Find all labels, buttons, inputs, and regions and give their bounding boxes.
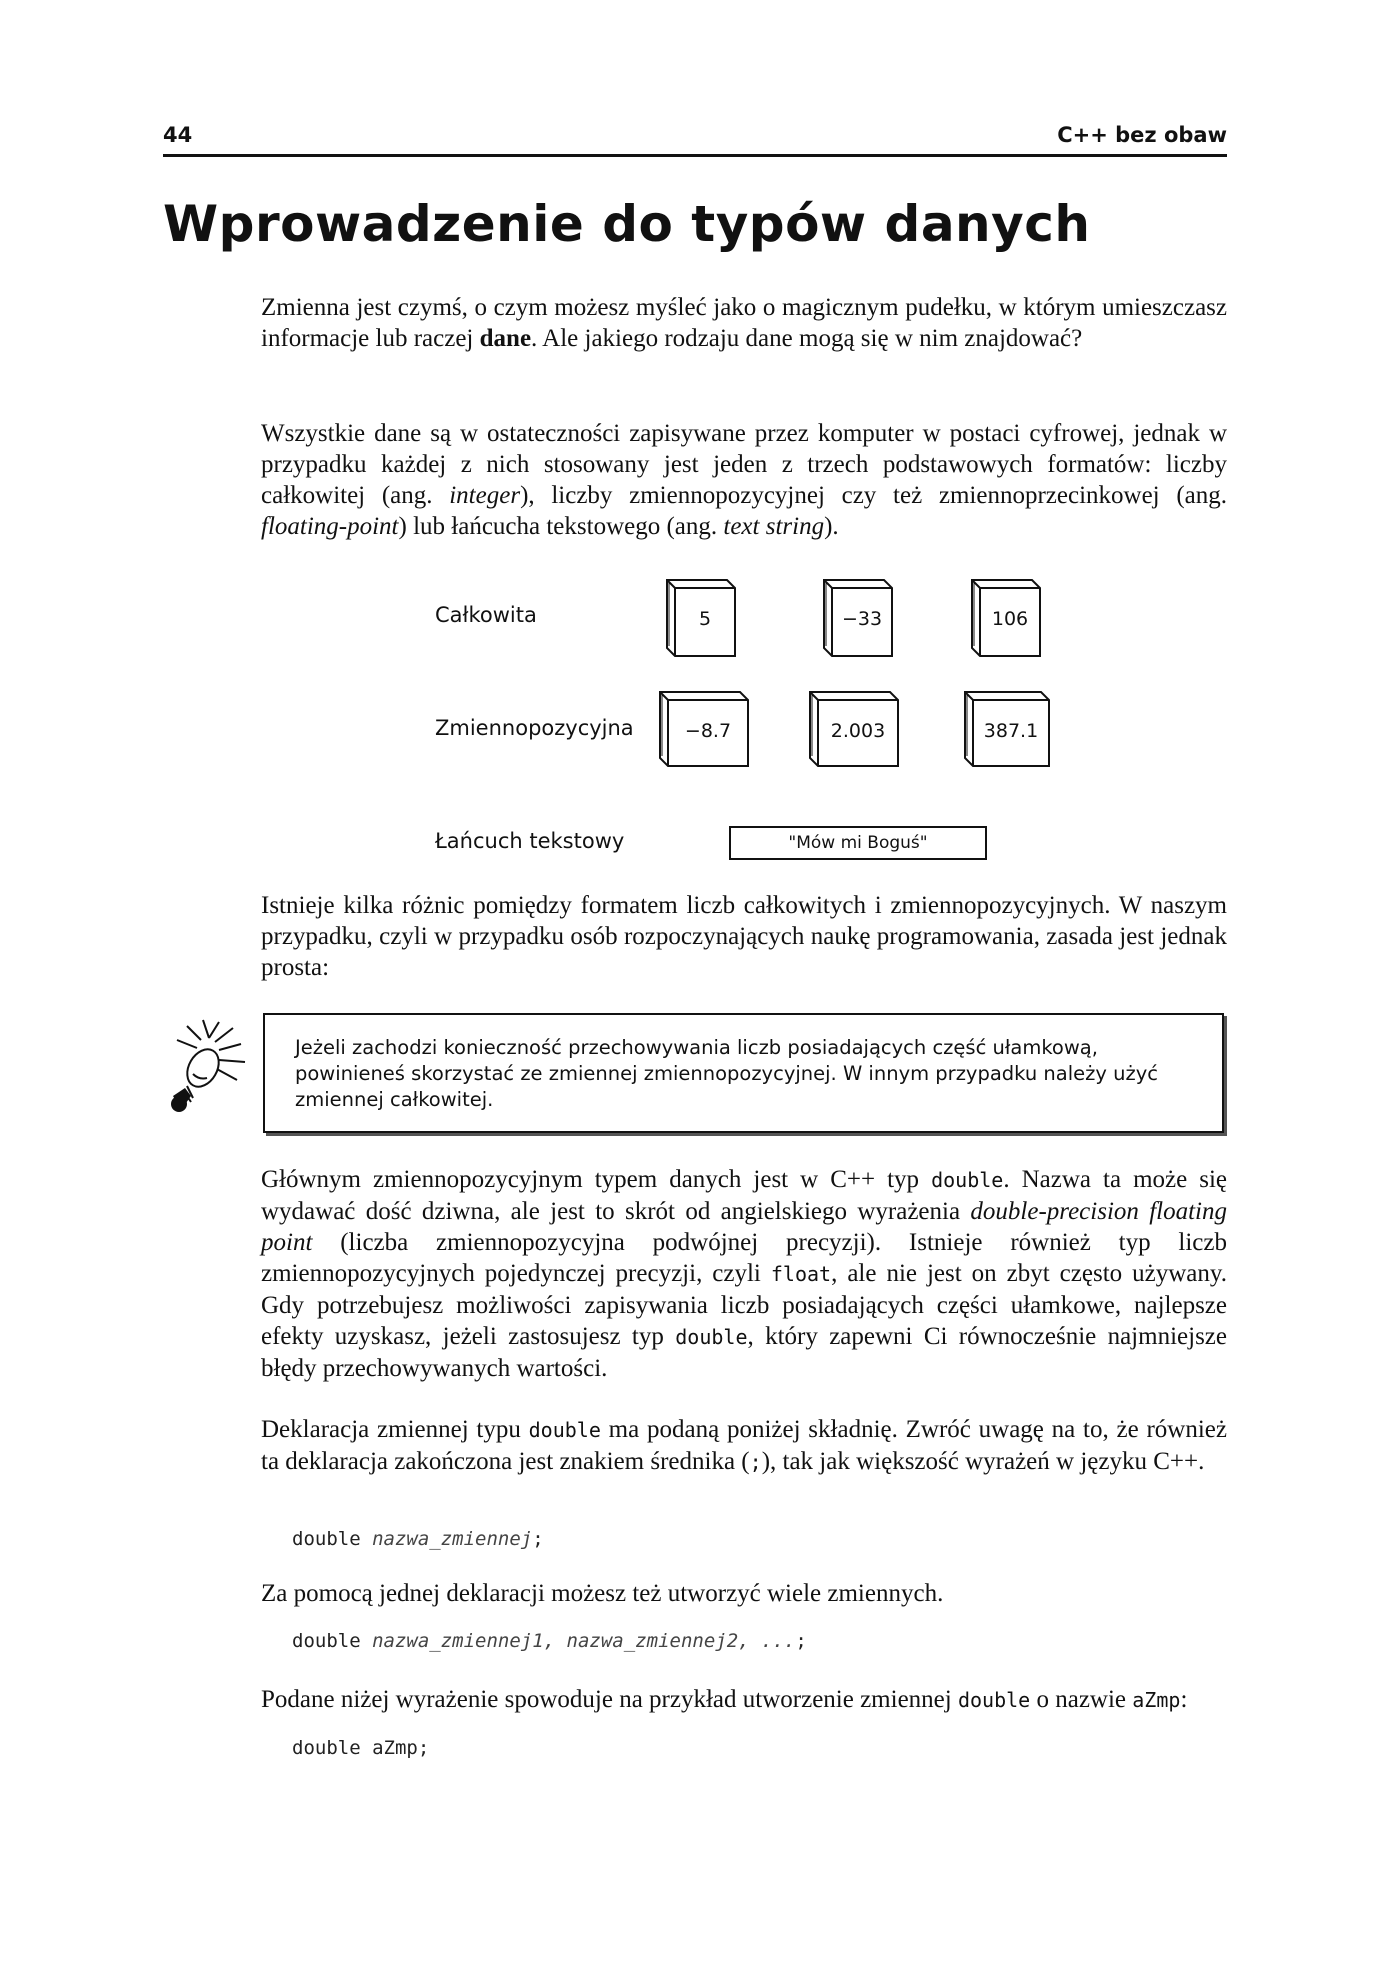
string-value: "Mów mi Boguś" [788,833,928,853]
tip-box [263,1013,1224,1133]
box-value: 387.1 [983,720,1039,742]
box-value: −33 [841,608,883,630]
code-syntax-single: double nazwa_zmiennej; [292,1528,544,1550]
code-example: double aZmp; [292,1737,430,1759]
value-box [962,578,1042,658]
book-title: C++ bez obaw [1057,123,1227,147]
box-value: 5 [698,608,712,630]
paragraph-intro: Zmienna jest czymś, o czym możesz myśleć jako o magicznym pudełku, w którym umieszczasz informacje lub raczej dane. Ale jakiego rodzaju dane mogą się w nim znajdować? [261,294,1227,352]
paragraph-multiple: Za pomocą jednej deklaracji możesz też utworzyć wiele zmiennych. [261,1580,944,1607]
paragraph-formats: Wszystkie dane są w ostateczności zapisywane przez komputer w postaci cyfrowej, jednak w przypadku każdej z nich stosowany jest jeden z trzech podstawowych formatów: liczby całkowitej (ang. integer), liczby zmiennopozycyjnej czy też zmiennoprzecinkowej (ang. floating-point) lub łańcucha tekstowego (ang. text string). [261,420,1227,540]
value-box [800,690,900,768]
chapter-title: Wprowadzenie do typów danych [163,195,1091,253]
paragraph-example: Podane niżej wyrażenie spowoduje na przykład utworzenie zmiennej double o nazwie aZmp: [261,1686,1188,1713]
string-box [729,826,987,860]
tip-text: Jeżeli zachodzi konieczność przechowywania liczb posiadających część ułamkową, powinieneś skorzystać ze zmiennej zmiennopozycyjnej. W innym przypadku należy użyć zmiennej całkowitej. [295,1036,1158,1111]
figure-label-string: Łańcuch tekstowy [435,829,625,853]
box-value: 2.003 [830,720,886,742]
value-box [814,578,894,658]
value-box [657,578,737,658]
box-value: −8.7 [684,720,732,742]
figure-label-float: Zmiennopozycyjna [435,716,634,740]
value-box [955,690,1051,768]
box-value: 106 [991,608,1029,630]
figure-label-integer: Całkowita [435,603,537,627]
page-number: 44 [163,123,193,147]
lightbulb-icon [163,1018,255,1123]
code-syntax-multiple: double nazwa_zmiennej1, nazwa_zmiennej2, ...; [292,1630,807,1652]
value-box [650,690,750,768]
paragraph-differences: Istnieje kilka różnic pomiędzy formatem liczb całkowitych i zmiennopozycyjnych. W naszym przypadku, czyli w przypadku osób rozpoczynających naukę programowania, zasada jest jednak prosta: [261,892,1227,981]
paragraph-declaration: Deklaracja zmiennej typu double ma podaną poniżej składnię. Zwróć uwagę na to, że również ta deklaracja zakończona jest znakiem średnika (;), tak jak większość wyrażeń w języku C++. [261,1416,1227,1475]
running-header [163,118,1227,157]
paragraph-double: Głównym zmiennopozycyjnym typem danych jest w C++ typ double. Nazwa ta może się wydawać dość dziwna, ale jest to skrót od angielskiego wyrażenia double-precision floating point (liczba zmiennopozycyjna podwójnej precyzji). Istnieje również typ liczb zmiennopozycyjnych pojedynczej precyzji, czyli float, ale nie jest on zbyt często używany. Gdy potrzebujesz możliwości zapisywania liczb posiadających części ułamkowe, najlepsze efekty uzyskasz, jeżeli zastosujesz typ double, który zapewni Ci równocześnie najmniejsze błędy przechowywanych wartości. [261,1166,1228,1382]
